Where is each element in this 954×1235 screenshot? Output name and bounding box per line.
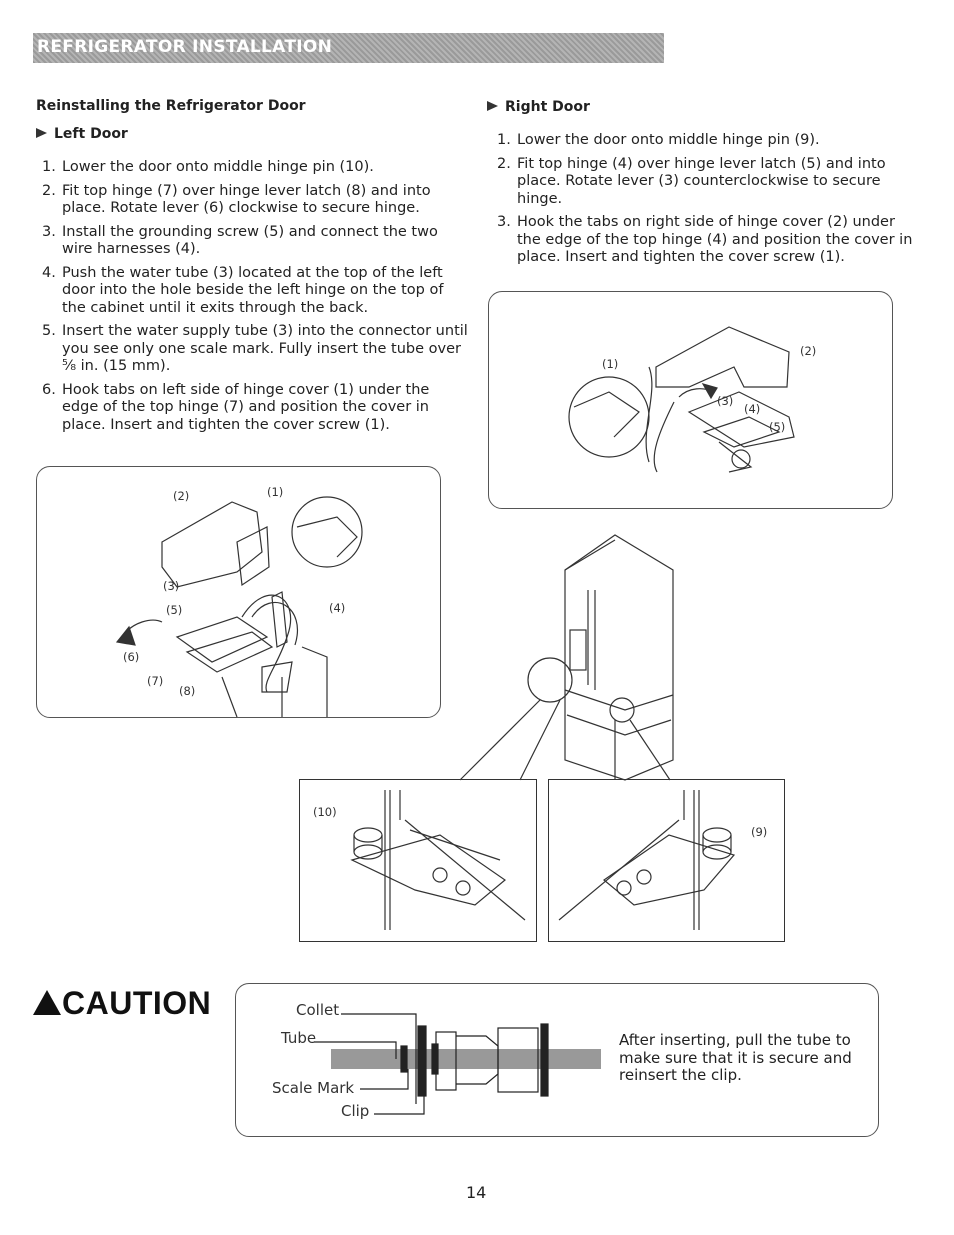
- left-door-subhead: Left Door: [36, 126, 128, 142]
- list-item: 1. Lower the door onto middle hinge pin (10).: [42, 159, 374, 175]
- banner-title: REFRIGERATOR INSTALLATION: [37, 37, 333, 57]
- list-item: 3. Hook the tabs on right side of hinge cover (2) under the edge of the top hinge (4) and position the cover in place. Insert and tighten the cover screw (1).: [497, 214, 913, 265]
- list-item: 6. Hook tabs on left side of hinge cover (1) under the edge of the top hinge (7) and position the cover in place. Insert and tighten the cover screw (1).: [42, 381, 430, 433]
- collet-label: Collet: [296, 1001, 340, 1019]
- middle-hinge-right-detail: (9): [548, 779, 785, 942]
- list-item: 2. Fit top hinge (7) over hinge lever latch (8) and into place. Rotate lever (6) clockwise to secure hinge.: [42, 182, 431, 216]
- list-item: 2. Fit top hinge (4) over hinge lever latch (5) and into place. Rotate lever (3) counterclockwise to secure hinge.: [497, 155, 886, 207]
- caution-text: After inserting, pull the tube to make sure that it is secure and reinsert the clip.: [619, 1031, 852, 1084]
- right-door-figure: (1) (2) (3) (4) (5): [488, 291, 893, 509]
- warning-triangle-icon: [33, 990, 61, 1015]
- triangle-bullet-icon: [487, 101, 498, 111]
- list-item: 5. Insert the water supply tube (3) into the connector until you see only one scale mark. Fully insert the tube over ⁵⁄₈ in. (15 mm).: [42, 323, 468, 374]
- middle-hinge-left-detail: (10): [299, 779, 537, 942]
- tube-label: Tube: [281, 1029, 317, 1047]
- right-door-subhead: Right Door: [487, 99, 590, 115]
- left-door-figure: (2) (1) (3) (5) (4) (6) (7) (8): [36, 466, 441, 718]
- left-door-steps: [36, 159, 468, 440]
- section-title: Reinstalling the Refrigerator Door: [36, 98, 306, 114]
- triangle-bullet-icon: [36, 128, 47, 138]
- section-banner: [33, 33, 664, 63]
- scale-mark-label: Scale Mark: [272, 1079, 355, 1097]
- middle-hinge-right-illustration: [549, 780, 784, 941]
- right-door-steps: [491, 132, 921, 273]
- list-item: 3. Install the grounding screw (5) and connect the two wire harnesses (4).: [42, 223, 438, 257]
- list-item: 1. Lower the door onto middle hinge pin (9).: [497, 132, 820, 148]
- list-item: 4. Push the water tube (3) located at the top of the left door into the hole beside the left hinge on the top of the cabinet until it exits through the back.: [42, 264, 444, 316]
- right-hinge-illustration: [489, 292, 892, 508]
- page-number: 14: [466, 1183, 487, 1202]
- caution-heading: CAUTION: [33, 985, 211, 1022]
- clip-label: Clip: [341, 1102, 370, 1120]
